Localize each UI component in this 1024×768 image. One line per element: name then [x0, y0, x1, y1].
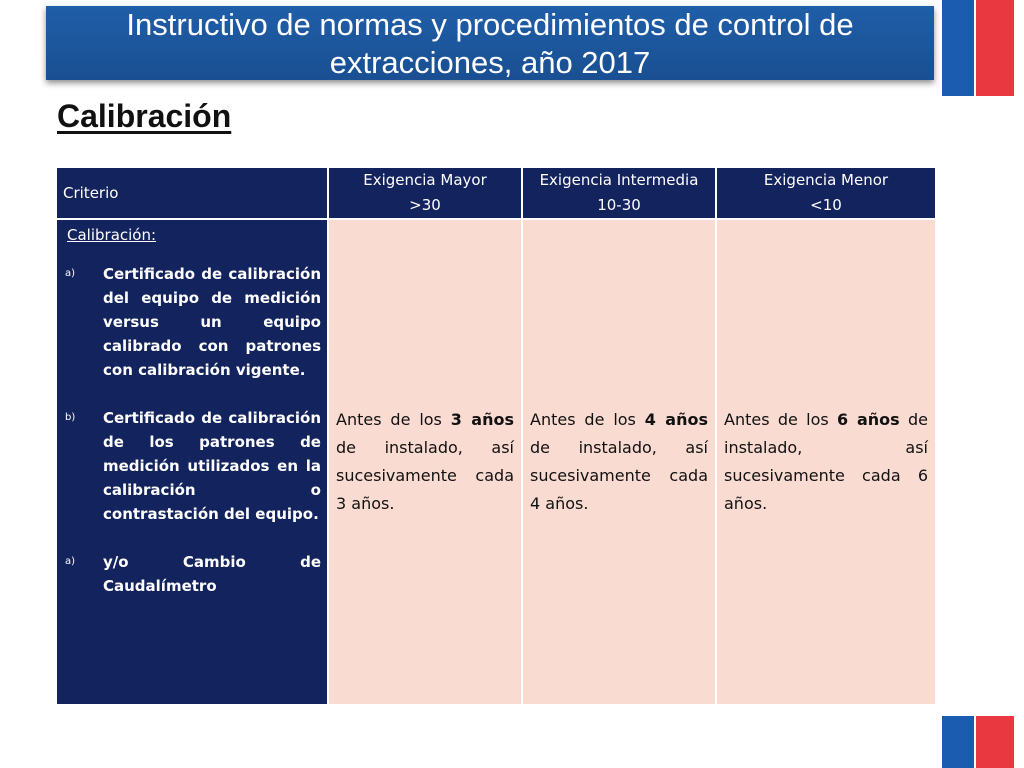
criteria-cell	[57, 220, 327, 704]
calibration-table	[55, 166, 937, 706]
table-header-row	[57, 168, 935, 218]
table-row	[57, 220, 935, 704]
cell-menor-years: 6 años	[837, 410, 900, 429]
flag-decoration-top	[942, 0, 1014, 96]
item-text: Certificado de calibración de los patrones de medición utilizados en la calibración o contrastación del equipo.	[103, 409, 321, 523]
cell-intermedia-years: 4 años	[644, 410, 708, 429]
flag-blue-stripe	[942, 0, 974, 96]
header-mayor-label: Exigencia Mayor	[363, 171, 487, 189]
item-marker: a)	[65, 556, 76, 567]
cell-menor-post: de instalado, así sucesivamente cada 6 años.	[724, 410, 928, 513]
cell-mayor	[329, 220, 521, 704]
cell-intermedia	[523, 220, 715, 704]
cell-mayor-post: de instalado, así sucesivamente cada 3 años.	[336, 438, 514, 513]
cell-menor-pre: Antes de los	[724, 410, 838, 429]
header-menor-label: Exigencia Menor	[763, 171, 889, 189]
cell-mayor-pre: Antes de los	[336, 410, 451, 429]
header-exigencia-menor	[717, 168, 935, 218]
item-marker: b)	[65, 412, 76, 423]
cell-mayor-years: 3 años	[450, 410, 514, 429]
flag-blue-stripe	[942, 716, 974, 768]
item-text: Certificado de calibración del equipo de medición versus un equipo calibrado con patrones con calibración vigente.	[103, 265, 321, 379]
slide-title	[46, 6, 934, 80]
header-intermedia-range: 10-30	[597, 196, 641, 214]
header-criterio: Criterio	[57, 168, 327, 218]
flag-decoration-bottom	[942, 716, 1014, 768]
criteria-item-a	[65, 262, 321, 382]
cell-intermedia-pre: Antes de los	[530, 410, 645, 429]
header-menor-range: <10	[810, 196, 842, 214]
title-line-2: extracciones, año 2017	[329, 45, 651, 80]
criteria-item-b	[65, 406, 321, 526]
cell-menor	[717, 220, 935, 704]
header-exigencia-intermedia	[523, 168, 715, 218]
cell-intermedia-post: de instalado, así sucesivamente cada 4 años.	[530, 438, 708, 513]
criteria-heading: Calibración:	[67, 226, 157, 244]
criteria-item-c	[65, 550, 321, 598]
flag-red-stripe	[976, 716, 1014, 768]
header-exigencia-mayor	[329, 168, 521, 218]
title-line-1: Instructivo de normas y procedimientos de control de	[126, 7, 854, 42]
item-marker: a)	[65, 268, 76, 279]
section-heading: Calibración	[57, 98, 232, 134]
header-mayor-range: >30	[409, 196, 441, 214]
flag-red-stripe	[976, 0, 1014, 96]
item-text: y/o Cambio de Caudalímetro	[103, 553, 321, 595]
header-intermedia-label: Exigencia Intermedia	[539, 171, 699, 189]
